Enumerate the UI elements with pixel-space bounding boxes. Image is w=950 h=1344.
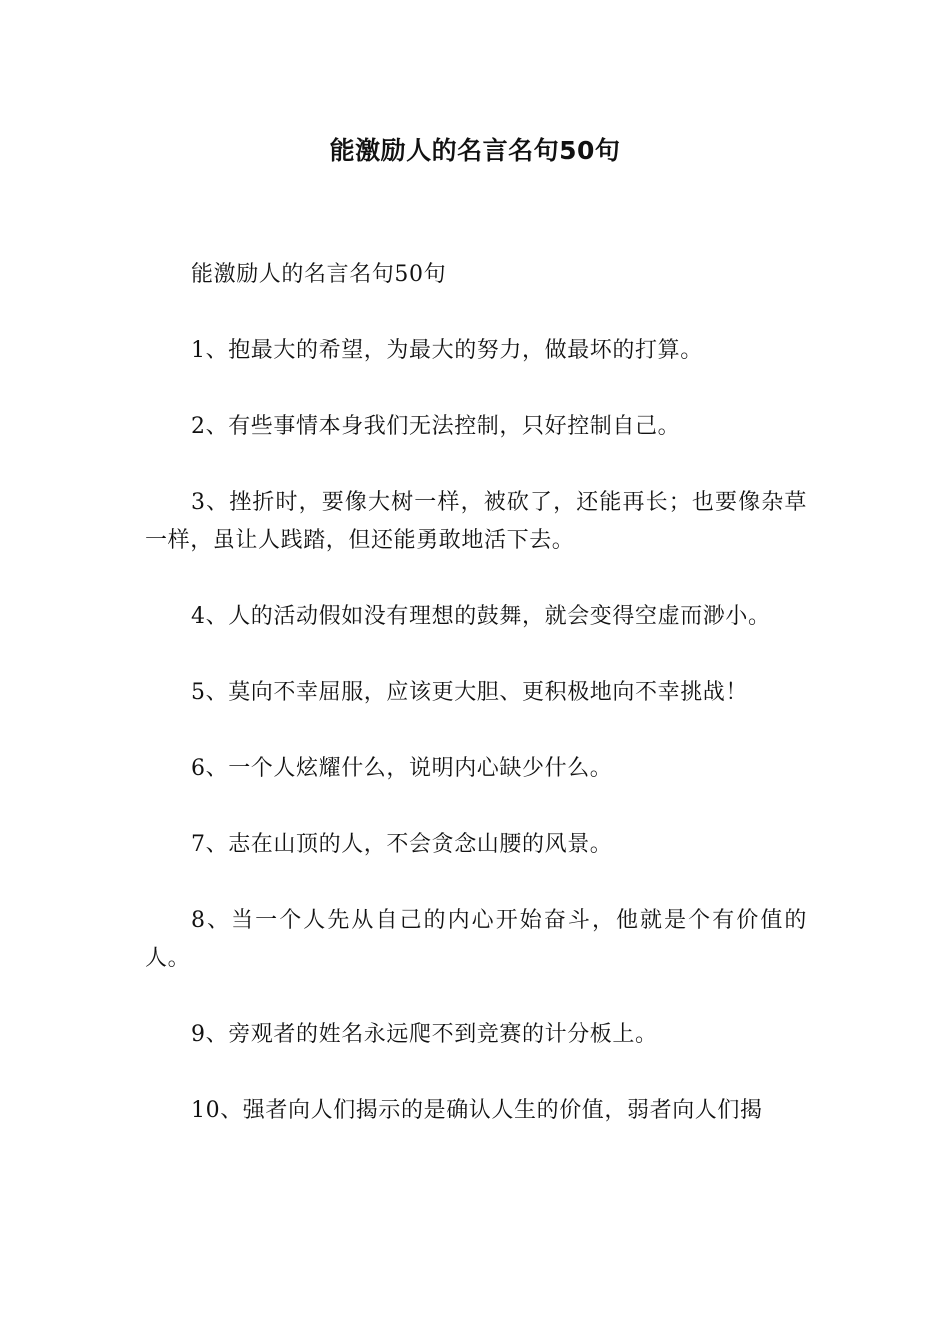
quote-paragraph: 3、挫折时，要像大树一样，被砍了，还能再长；也要像杂草一样，虽让人践踏，但还能勇敢地活下去。 xyxy=(145,490,807,553)
quote-paragraph: 10、强者向人们揭示的是确认人生的价值，弱者向人们揭 xyxy=(191,1098,763,1123)
document-body xyxy=(145,256,807,1168)
quote-paragraph: 8、当一个人先从自己的内心开始奋斗，他就是个有价值的人。 xyxy=(145,908,807,971)
quote-paragraph: 9、旁观者的姓名永远爬不到竞赛的计分板上。 xyxy=(191,1022,658,1047)
quote-paragraph: 4、人的活动假如没有理想的鼓舞，就会变得空虚而渺小。 xyxy=(191,604,771,629)
subtitle-paragraph: 能激励人的名言名句50句 xyxy=(191,262,447,287)
quote-paragraph: 2、有些事情本身我们无法控制，只好控制自己。 xyxy=(191,414,681,439)
quote-paragraph: 7、志在山顶的人，不会贪念山腰的风景。 xyxy=(191,832,613,857)
quote-paragraph: 1、抱最大的希望，为最大的努力，做最坏的打算。 xyxy=(191,338,703,363)
quote-paragraph: 5、莫向不幸屈服，应该更大胆、更积极地向不幸挑战！ xyxy=(191,680,748,705)
document-title: 能激励人的名言名句50句 xyxy=(329,136,621,165)
quote-paragraph: 6、一个人炫耀什么，说明内心缺少什么。 xyxy=(191,756,613,781)
